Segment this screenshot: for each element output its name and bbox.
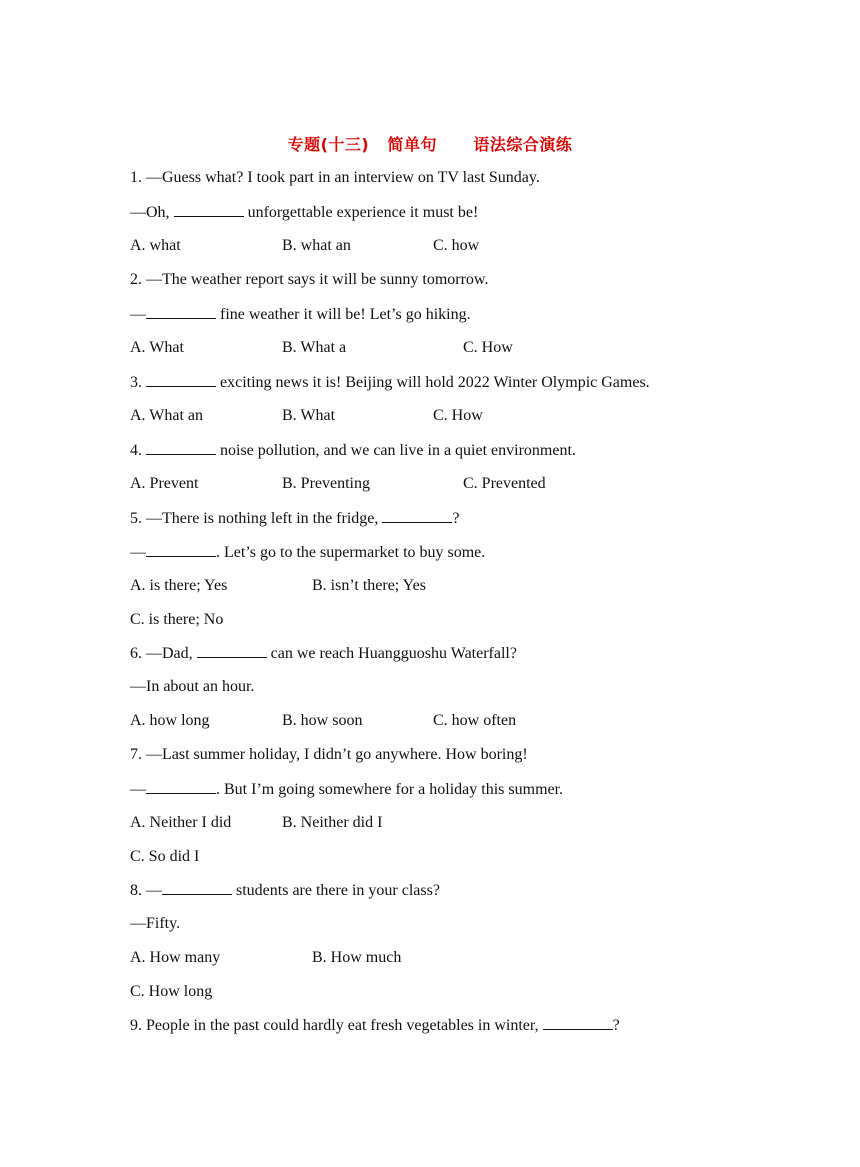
q7-line2: — . But I’m going somewhere for a holiday this summer. (130, 781, 564, 798)
q7-option-a[interactable]: A. Neither I did (130, 814, 232, 831)
title-subject: 简单句 (387, 135, 437, 154)
q2-line2: — fine weather it will be! Let’s go hiking. (130, 306, 471, 323)
answer-blank[interactable] (174, 202, 244, 217)
q1-option-c[interactable]: C. how (433, 237, 480, 254)
q6-option-a[interactable]: A. how long (130, 712, 210, 729)
answer-blank[interactable] (146, 779, 216, 794)
q5-option-b[interactable]: B. isn’t there; Yes (312, 577, 426, 594)
q3-option-a[interactable]: A. What an (130, 407, 204, 424)
q6-option-c[interactable]: C. how often (433, 712, 517, 729)
q5-option-c[interactable]: C. is there; No (130, 611, 224, 628)
q1-option-a[interactable]: A. what (130, 237, 181, 254)
q9-line1: 9. People in the past could hardly eat fresh vegetables in winter, ? (130, 1017, 620, 1034)
q5-option-a[interactable]: A. is there; Yes (130, 577, 228, 594)
q6-option-b[interactable]: B. how soon (282, 712, 363, 729)
q2-option-c[interactable]: C. How (463, 339, 513, 356)
q4-line1: 4. noise pollution, and we can live in a quiet environment. (130, 442, 576, 459)
q3-option-c[interactable]: C. How (433, 407, 483, 424)
q7-option-c[interactable]: C. So did I (130, 848, 200, 865)
q8-option-c[interactable]: C. How long (130, 983, 213, 1000)
q8-line2: —Fifty. (130, 915, 181, 932)
q5-line1: 5. —There is nothing left in the fridge, ? (130, 510, 460, 527)
answer-blank[interactable] (382, 508, 452, 523)
title-topic: 专题(十三) (287, 135, 370, 154)
title-section: 语法综合演练 (473, 135, 573, 154)
q4-option-a[interactable]: A. Prevent (130, 475, 199, 492)
page-title (0, 132, 860, 155)
q8-line1: 8. — students are there in your class? (130, 882, 440, 899)
answer-blank[interactable] (146, 440, 216, 455)
q1-line2: —Oh, unforgettable experience it must be! (130, 204, 479, 221)
answer-blank[interactable] (162, 880, 232, 895)
answer-blank[interactable] (543, 1015, 613, 1030)
q1-option-b[interactable]: B. what an (282, 237, 351, 254)
q2-line1: 2. —The weather report says it will be sunny tomorrow. (130, 271, 489, 288)
q6-line2: —In about an hour. (130, 678, 255, 695)
q2-option-b[interactable]: B. What a (282, 339, 347, 356)
q6-line1: 6. —Dad, can we reach Huangguoshu Waterfall? (130, 645, 517, 662)
q3-option-b[interactable]: B. What (282, 407, 336, 424)
q4-option-c[interactable]: C. Prevented (463, 475, 546, 492)
q3-line1: 3. exciting news it is! Beijing will hold 2022 Winter Olympic Games. (130, 374, 650, 391)
q7-option-b[interactable]: B. Neither did I (282, 814, 383, 831)
q7-line1: 7. —Last summer holiday, I didn’t go anywhere. How boring! (130, 746, 528, 763)
q2-option-a[interactable]: A. What (130, 339, 184, 356)
q5-line2: — . Let’s go to the supermarket to buy some. (130, 544, 486, 561)
answer-blank[interactable] (197, 643, 267, 658)
q4-option-b[interactable]: B. Preventing (282, 475, 370, 492)
q1-line1: 1. —Guess what? I took part in an interview on TV last Sunday. (130, 169, 540, 186)
q8-option-a[interactable]: A. How many (130, 949, 221, 966)
answer-blank[interactable] (146, 304, 216, 319)
answer-blank[interactable] (146, 542, 216, 557)
answer-blank[interactable] (146, 372, 216, 387)
q8-option-b[interactable]: B. How much (312, 949, 402, 966)
